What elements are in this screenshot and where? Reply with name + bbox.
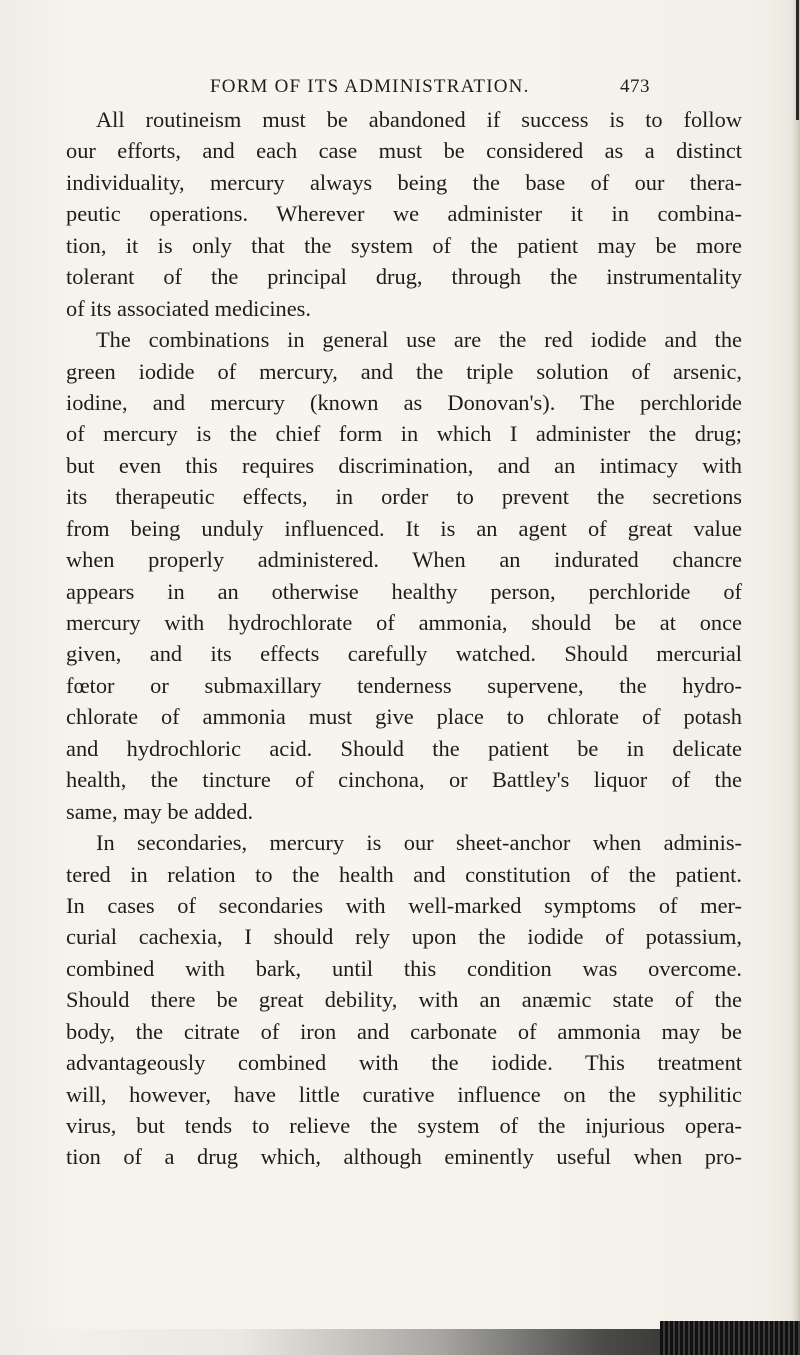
text-line: from being unduly influenced. It is an agent of great value [66, 515, 742, 541]
text-line: peutic operations. Wherever we administer it in combina- [66, 201, 742, 227]
text-line: tion, it is only that the system of the patient may be more [66, 232, 742, 258]
text-line: same, may be added. [66, 798, 254, 824]
text-line: In cases of secondaries with well-marked symptoms of mer- [66, 892, 742, 918]
text-line: its therapeutic effects, in order to prevent the secretions [66, 484, 742, 510]
text-line: appears in an otherwise healthy person, perchloride of [66, 578, 742, 604]
text-line: advantageously combined with the iodide. This treatment [66, 1050, 742, 1076]
text-line: body, the citrate of iron and carbonate of ammonia may be [66, 1018, 742, 1044]
text-line: The combinations in general use are the red iodide and the [96, 327, 742, 353]
running-head: FORM OF ITS ADMINISTRATION. [210, 76, 530, 97]
text-line: health, the tincture of cinchona, or Battley's liquor of the [66, 767, 742, 793]
text-line: and hydrochloric acid. Should the patient be in delicate [66, 735, 742, 761]
text-line: but even this requires discrimination, and an intimacy with [66, 452, 742, 478]
text-line: tion of a drug which, although eminently useful when pro- [66, 1144, 742, 1170]
text-line: All routineism must be abandoned if success is to follow [96, 107, 742, 132]
text-line: our efforts, and each case must be considered as a distinct [66, 138, 742, 164]
text-line: given, and its effects carefully watched. Should mercurial [66, 641, 742, 667]
text-line: combined with bark, until this condition was overcome. [66, 955, 742, 981]
page-edge-shadow [792, 0, 800, 1355]
text-line: chlorate of ammonia must give place to chlorate of potash [66, 704, 742, 730]
text-line: of its associated medicines. [66, 295, 311, 321]
text-line: individuality, mercury always being the base of our thera- [66, 169, 742, 195]
text-line: Should there be great debility, with an anæmic state of the [66, 987, 742, 1013]
text-line: iodine, and mercury (known as Donovan's). The perchloride [66, 389, 742, 415]
scan-dark-strip [660, 1321, 800, 1355]
text-line: tolerant of the principal drug, through the instrumentality [66, 264, 742, 290]
text-line: In secondaries, mercury is our sheet-anchor when adminis- [96, 830, 742, 856]
binding-mark [796, 0, 799, 120]
text-line: tered in relation to the health and constitution of the patient. [66, 861, 742, 887]
page-header [60, 76, 760, 106]
text-line: green iodide of mercury, and the triple solution of arsenic, [66, 358, 742, 384]
text-line: when properly administered. When an indurated chancre [66, 547, 742, 573]
scan-bottom-edge [0, 1319, 800, 1355]
text-line: will, however, have little curative influence on the syphilitic [66, 1081, 742, 1107]
text-line: of mercury is the chief form in which I administer the drug; [66, 421, 742, 447]
page-number: 473 [620, 76, 650, 97]
text-line: curial cachexia, I should rely upon the iodide of potassium, [66, 924, 742, 950]
text-line: mercury with hydrochlorate of ammonia, should be at once [66, 610, 742, 635]
text-line: fœtor or submaxillary tenderness supervene, the hydro- [66, 672, 742, 698]
text-line: virus, but tends to relieve the system of the injurious opera- [66, 1113, 742, 1138]
body-text [66, 104, 742, 1173]
